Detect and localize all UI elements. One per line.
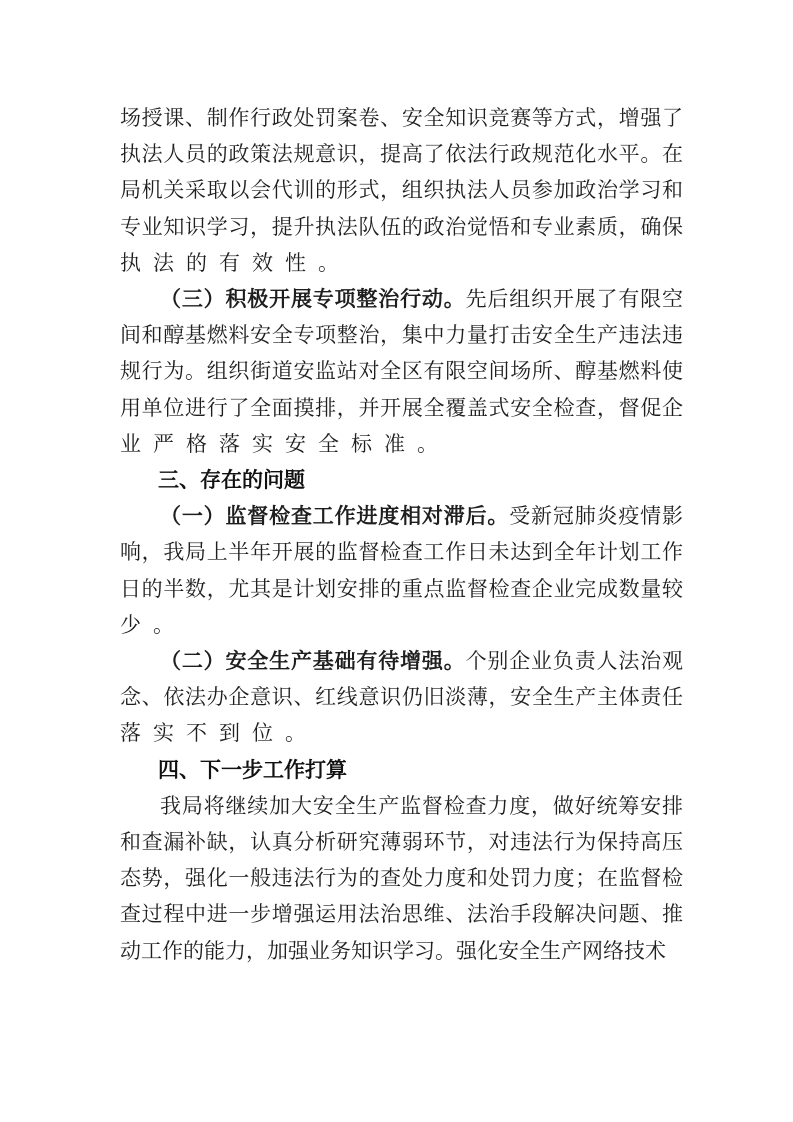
paragraph-line: 专业知识学习，提升执法队伍的政治觉悟和专业素质，确保 (120, 214, 683, 239)
paragraph-text: 受新冠肺炎疫情影 (509, 504, 684, 529)
paragraph-line: 动工作的能力，加强业务知识学习。强化安全生产网络技术 (120, 938, 666, 963)
paragraph-first-line (160, 281, 683, 317)
paragraph-lead-title: （三）积极开展专项整治行动。 (160, 286, 466, 311)
section-heading: 四、下一步工作打算 (158, 757, 347, 782)
paragraph-line: 场授课、制作行政处罚案卷、安全知识竞赛等方式，增强了 (120, 106, 683, 130)
paragraph-lead-title: （二）安全生产基础有待增强。 (160, 648, 466, 673)
paragraph-line: 间和醇基燃料安全专项整治，集中力量打击安全生产违法违 (120, 323, 683, 348)
paragraph-line: 用单位进行了全面摸排，并开展全覆盖式安全检查，督促企 (120, 395, 683, 420)
section-heading: 三、存在的问题 (158, 468, 305, 492)
paragraph-line: 和查漏补缺，认真分析研究薄弱环节，对违法行为保持高压 (120, 830, 683, 854)
paragraph-line: 业严格落实安全标准。 (120, 431, 450, 456)
paragraph-line: 态势，强化一般违法行为的查处力度和处罚力度；在监督检 (120, 866, 683, 891)
paragraph-line: 少。 (120, 612, 186, 637)
paragraph-lead-title: （一）监督检查工作进度相对滞后。 (160, 503, 510, 529)
paragraph-text: 个别企业负责人法治观 (465, 649, 684, 673)
paragraph-line: 执法人员的政策法规意识，提高了依法行政规范化水平。在 (120, 142, 683, 167)
paragraph-line: 执法的有效性。 (120, 250, 351, 275)
paragraph-line: 落实不到位。 (120, 721, 318, 746)
paragraph-first-line (160, 498, 683, 534)
paragraph-text: 先后组织开展了有限空 (465, 287, 684, 311)
paragraph-first-line (160, 643, 683, 679)
paragraph-line: 局机关采取以会代训的形式，组织执法人员参加政治学习和 (120, 178, 683, 203)
paragraph-line: 查过程中进一步增强运用法治思维、法治手段解决问题、推 (120, 902, 683, 927)
paragraph-line: 响，我局上半年开展的监督检查工作日未达到全年计划工作 (120, 540, 683, 565)
paragraph-line: 念、依法办企意识、红线意识仍旧淡薄，安全生产主体责任 (120, 685, 683, 710)
paragraph-line: 我局将继续加大安全生产监督检查力度，做好统筹安排 (160, 793, 683, 818)
paragraph-line: 规行为。组织街道安监站对全区有限空间场所、醇基燃料使 (120, 359, 683, 384)
paragraph-line: 日的半数，尤其是计划安排的重点监督检查企业完成数量较 (120, 576, 683, 601)
